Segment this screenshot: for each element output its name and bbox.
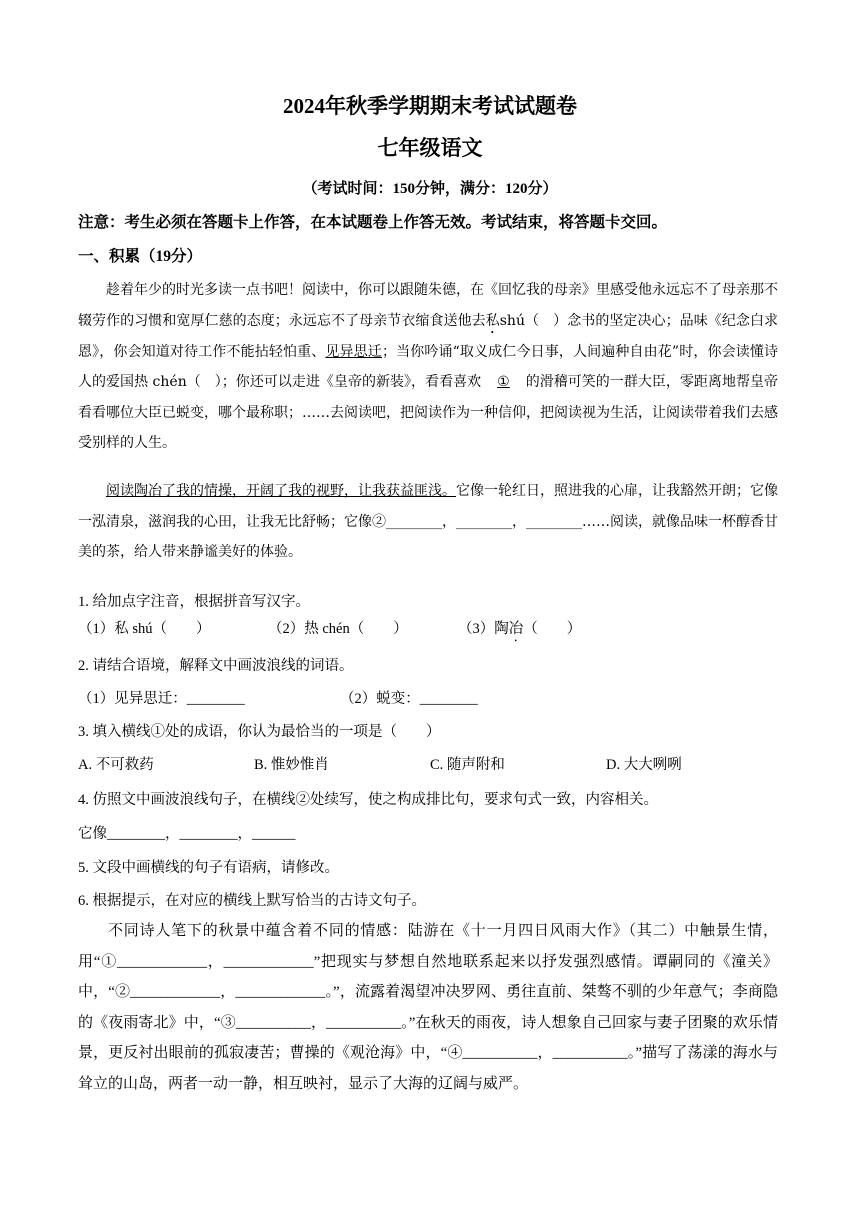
dotted-char: 私 xyxy=(485,312,500,329)
wavy-word: 见异思迁 xyxy=(325,343,382,360)
passage-2-text: 它像一轮红日，照进我的心扉，让我豁然开朗；它像一泓清泉，滋润我的心田，让我无比舒畅；它像②________，________，________……阅读，就像品味一杯醇香甘美的茶，给人带来静谧美好的体验。 xyxy=(78,483,778,560)
passage-1-text: 趁着年少的时光多读一点书吧！阅读中，你可以跟随朱德，在《回忆我的母亲》里感受他永远忘不了母亲那不辍劳作的习惯和宽厚仁慈的态度；永远忘不了母亲节衣缩食送他去 xyxy=(78,282,778,329)
q1-item-b: （2）热 chén（ ） xyxy=(268,621,408,637)
exam-title: 2024年秋季学期期末考试试题卷 xyxy=(283,94,577,118)
question-3-options xyxy=(78,753,682,774)
q1-item-c-dot: 冶 xyxy=(508,621,524,637)
q1-item-c-pre: （3）陶 xyxy=(458,621,509,637)
question-2-stem: 2. 请结合语境，解释文中画波浪线的词语。 xyxy=(78,658,354,674)
blank-1: ① xyxy=(497,374,510,390)
wavy-word-2: 蜕变 xyxy=(176,404,204,421)
question-4-answer-line: 它像________，________，______ xyxy=(78,826,296,842)
question-3-stem: 3. 填入横线①处的成语，你认为最恰当的一项是（ ） xyxy=(78,724,441,740)
q2-item-a: （1）见异思迁：________ xyxy=(78,691,245,707)
passage-1-text: ；当你吟诵“取义成仁今日事，人间遍种自由花”时，你会读懂诗人的爱国热 chén（ ）；你还可以走进《皇帝的新装》，看看喜欢 xyxy=(78,343,779,390)
question-5-stem: 5. 文段中画横线的句子有语病，请修改。 xyxy=(78,860,339,876)
question-4-stem: 4. 仿照文中画波浪线句子，在横线②处续写，使之构成排比句，要求句式一致，内容相关。 xyxy=(78,792,658,808)
q1-item-a: （1）私 shú（ ） xyxy=(78,621,211,637)
q1-item-c-post: （ ） xyxy=(523,621,582,637)
exam-info: （考试时间：150分钟，满分：120分） xyxy=(302,181,558,197)
passage-1-text: 的滑稽可笑的一群大臣，零距离地帮皇帝看看哪位大臣已 xyxy=(78,374,779,421)
passage-1-text: ，哪个最称职；……去阅读吧，把阅读作为一种信仰，把阅读视为生活，让阅读带着我们去感受别样的人生。 xyxy=(78,404,778,451)
underlined-sentence: 阅读陶冶了我的情操，开阔了我的视野，让我获益匪浅。 xyxy=(106,483,456,499)
question-6-stem: 6. 根据提示，在对应的横线上默写恰当的古诗文句子。 xyxy=(78,893,426,909)
question-2-items xyxy=(78,687,478,708)
option-b: B. 惟妙惟肖 xyxy=(254,757,329,773)
section-heading: 一、积累（19分） xyxy=(78,248,203,265)
q1-item-c xyxy=(458,617,581,645)
q2-item-b: （2）蜕变：________ xyxy=(340,691,478,707)
notice: 注意：考生必须在答题卡上作答，在本试题卷上作答无效。考试结束，将答题卡交回。 xyxy=(78,214,668,231)
question-6-passage: 不同诗人笔下的秋景中蕴含着不同的情感：陆游在《十一月四日风雨大作》（其二）中触景生情，用“①____________，____________”把现实与梦想自然地联系起来以抒发强烈感情。谭嗣同的《潼关》中，“②____________，____________。”，流露着渴望冲决罗网、勇往直前、桀骜不驯的少年意气；李商隐的《夜雨寄北》中，“③__________，__________。”在秋天的雨夜，诗人想象自己回家与妻子团聚的欢乐情景，更反衬出眼前的孤寂凄苦；曹操的《观沧海》中，“④__________，__________。”描写了荡漾的海水与耸立的山岛，两者一动一静，相互映衬，显示了大海的辽阔与威严。 xyxy=(78,923,778,1092)
question-1-stem: 1. 给加点字注音，根据拼音写汉字。 xyxy=(78,594,310,610)
option-c: C. 随声附和 xyxy=(430,757,505,773)
passage-1 xyxy=(78,275,778,459)
passage-1-text: shú（ ）念书的坚定决心；品味《纪念白求恩》，你会知道对待工作不能拈轻怕重、 xyxy=(78,312,779,360)
passage-2 xyxy=(78,476,778,568)
option-d: D. 大大咧咧 xyxy=(606,757,682,773)
question-1-items xyxy=(78,617,581,645)
option-a: A. 不可救药 xyxy=(78,757,154,773)
subject-title: 七年级语文 xyxy=(377,136,483,160)
